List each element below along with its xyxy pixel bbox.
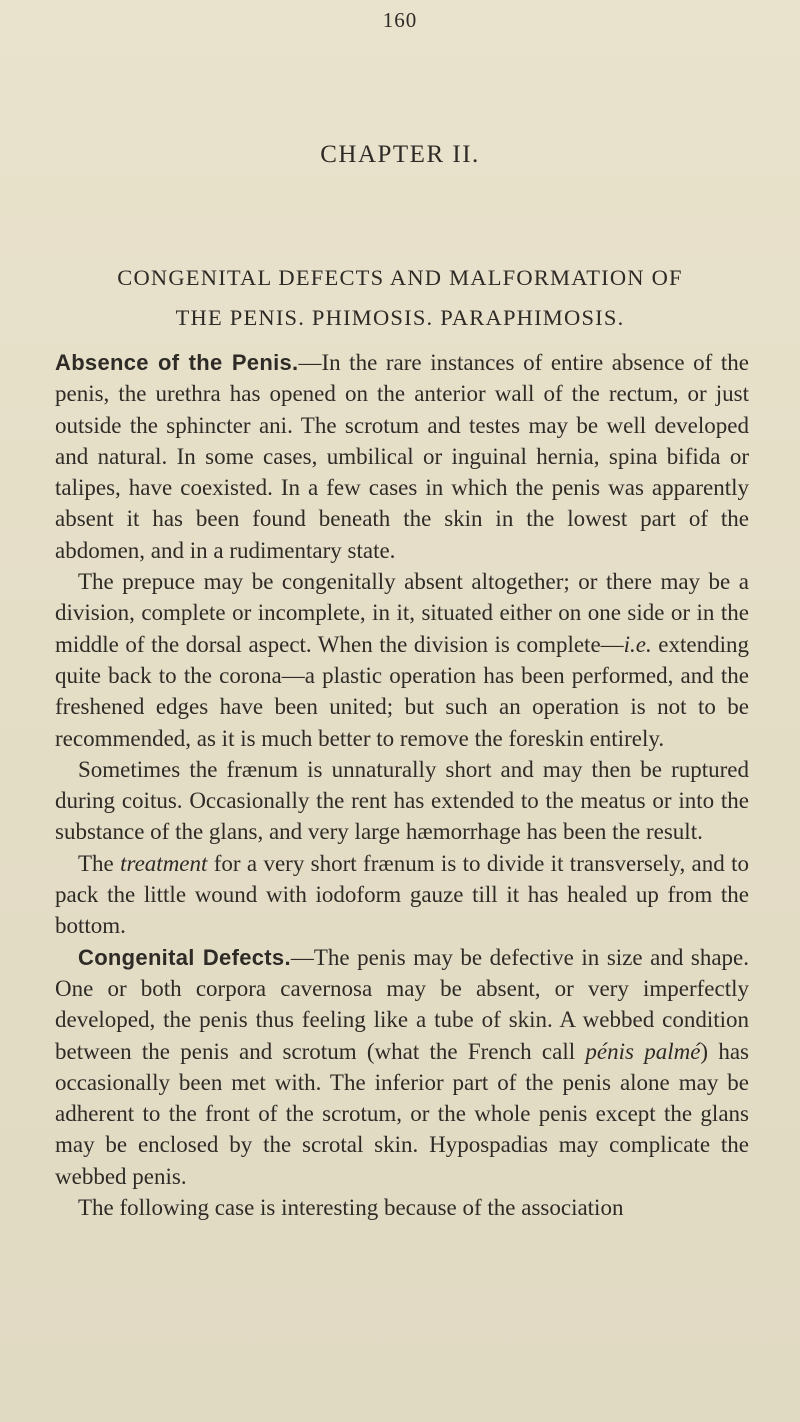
paragraph-prepuce [55, 566, 749, 754]
following-text: The following case is interesting because of the association [78, 1195, 624, 1221]
congenital-italic: pénis palmé [585, 1038, 701, 1064]
chapter-title: CHAPTER II. [320, 141, 480, 168]
fraenum-text: Sometimes the frænum is unnaturally short and may then be ruptured during coitus. Occasionally the rent has extended to the meatus or into the substance of the glans, and very large hæmorrhage has been the result. [55, 756, 749, 845]
run-in-heading-absence: Absence of the Penis. [55, 350, 299, 375]
absence-text: —In the rare instances of entire absence of the penis, the urethra has opened on the anterior wall of the rectum, or just outside the sphincter ani. The scrotum and testes may be well developed and natural. In some cases, umbilical or inguinal hernia, spina bifida or talipes, have coexisted. In a few cases in which the penis was apparently absent it has been found beneath the skin in the lowest part of the abdomen, and in a rudimentary state. [55, 350, 750, 563]
paragraph-absence [55, 347, 749, 566]
paragraph-fraenum [55, 754, 749, 848]
prepuce-text-b: extending quite back to the corona—a plastic operation has been performed, and the freshened edges have been united; but such an operation is not to be recommended, as it is much better to remove the foreskin entirely. [55, 631, 750, 751]
paragraph-following [55, 1192, 749, 1223]
congenital-text-a: —The penis may be defective in size and shape. One or both corpora cavernosa may be absent, or very imperfectly developed, the penis thus feeling like a tube of skin. A webbed condition between the penis and scrotum (what the French call [55, 944, 749, 1064]
treatment-pre: The [78, 850, 121, 876]
treatment-italic: treatment [120, 850, 208, 876]
treatment-post: for a very short frænum is to divide it transversely, and to pack the little wound with iodoform gauze till it has healed up from the bottom. [55, 850, 749, 939]
run-in-heading-congenital: Congenital Defects. [78, 944, 291, 970]
section-heading-line-1: CONGENITAL DEFECTS AND MALFORMATION OF [117, 265, 683, 290]
paragraph-congenital [55, 942, 749, 1192]
body-text [55, 347, 749, 1223]
section-heading-line-2: THE PENIS. PHIMOSIS. PARAPHIMOSIS. [175, 305, 625, 330]
page-number: 160 [382, 8, 418, 32]
prepuce-text-a: The prepuce may be congenitally absent altogether; or there may be a division, complete or incomplete, in it, situated either on one side or in the middle of the dorsal aspect. When the division is complete— [55, 569, 749, 657]
paragraph-treatment [55, 848, 749, 942]
prepuce-ie: i.e. [623, 631, 652, 657]
congenital-text-b: ) has occasionally been met with. The inferior part of the penis alone may be adherent to the front of the scrotum, or the whole penis except the glans may be enclosed by the scrotal skin. Hypospadias may complicate the webbed penis. [55, 1038, 749, 1189]
